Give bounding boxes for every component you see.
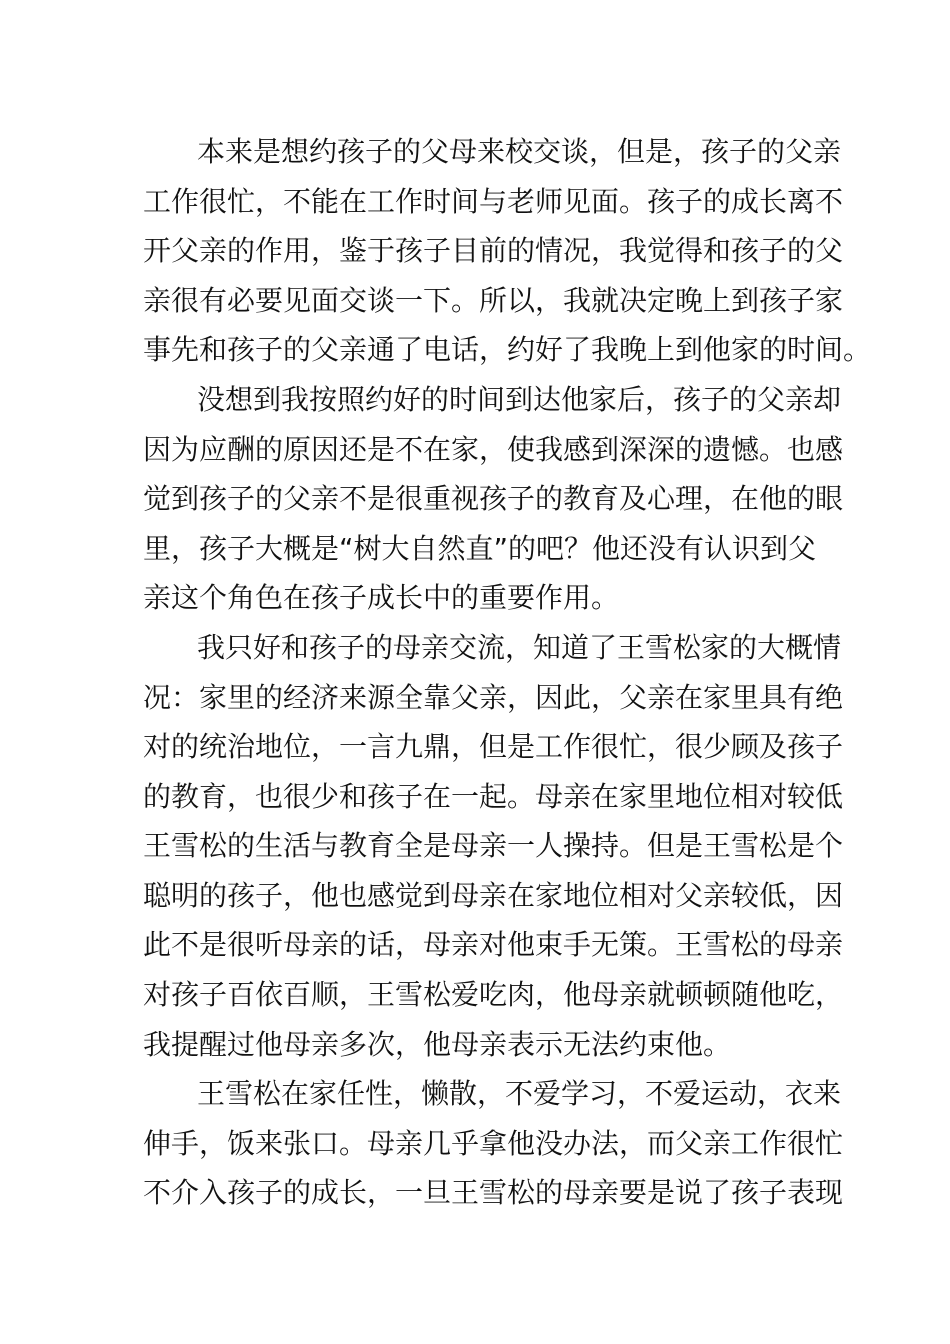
- paragraph-3-line-3: 对的统治地位，一言九鼎，但是工作很忙，很少顾及孩子: [143, 730, 844, 763]
- paragraph-3-line-8: 对孩子百依百顺，王雪松爱吃肉，他母亲就顿顿随他吃，: [143, 978, 844, 1011]
- paragraph-2-line-5: 亲这个角色在孩子成长中的重要作用。: [143, 581, 620, 614]
- paragraph-4-line-1: 王雪松在家任性，懒散，不爱学习，不爱运动，衣来: [197, 1077, 842, 1110]
- paragraph-3-line-7: 此不是很听母亲的话，母亲对他束手无策。王雪松的母亲: [143, 928, 844, 961]
- paragraph-1-line-5: 事先和孩子的父亲通了电话，约好了我晚上到他家的时间。: [143, 333, 872, 366]
- paragraph-2-line-1: 没想到我按照约好的时间到达他家后，孩子的父亲却: [197, 383, 842, 416]
- paragraph-3-line-9: 我提醒过他母亲多次，他母亲表示无法约束他。: [143, 1028, 732, 1061]
- paragraph-3-line-1: 我只好和孩子的母亲交流，知道了王雪松家的大概情: [197, 631, 842, 664]
- paragraph-2-line-2: 因为应酬的原因还是不在家，使我感到深深的遗憾。也感: [143, 433, 844, 466]
- paragraph-3-line-5: 王雪松的生活与教育全是母亲一人操持。但是王雪松是个: [143, 829, 844, 862]
- paragraph-1-line-3: 开父亲的作用，鉴于孩子目前的情况，我觉得和孩子的父: [143, 234, 844, 267]
- paragraph-1-line-1: 本来是想约孩子的父母来校交谈，但是，孩子的父亲: [197, 135, 842, 168]
- paragraph-3-line-4: 的教育，也很少和孩子在一起。母亲在家里地位相对较低: [143, 780, 844, 813]
- paragraph-1-line-2: 工作很忙，不能在工作时间与老师见面。孩子的成长离不: [143, 185, 844, 218]
- paragraph-4-line-2: 伸手，饭来张口。母亲几乎拿他没办法，而父亲工作很忙: [143, 1127, 844, 1160]
- paragraph-2-line-4: 里，孩子大概是“树大自然直”的吧？他还没有认识到父: [143, 532, 817, 565]
- paragraph-4-line-3: 不介入孩子的成长，一旦王雪松的母亲要是说了孩子表现: [143, 1176, 844, 1209]
- paragraph-3-line-2: 况：家里的经济来源全靠父亲，因此，父亲在家里具有绝: [143, 681, 844, 714]
- paragraph-2-line-3: 觉到孩子的父亲不是很重视孩子的教育及心理，在他的眼: [143, 482, 844, 515]
- paragraph-1-line-4: 亲很有必要见面交谈一下。所以，我就决定晚上到孩子家: [143, 284, 844, 317]
- paragraph-3-line-6: 聪明的孩子，他也感觉到母亲在家地位相对父亲较低，因: [143, 879, 844, 912]
